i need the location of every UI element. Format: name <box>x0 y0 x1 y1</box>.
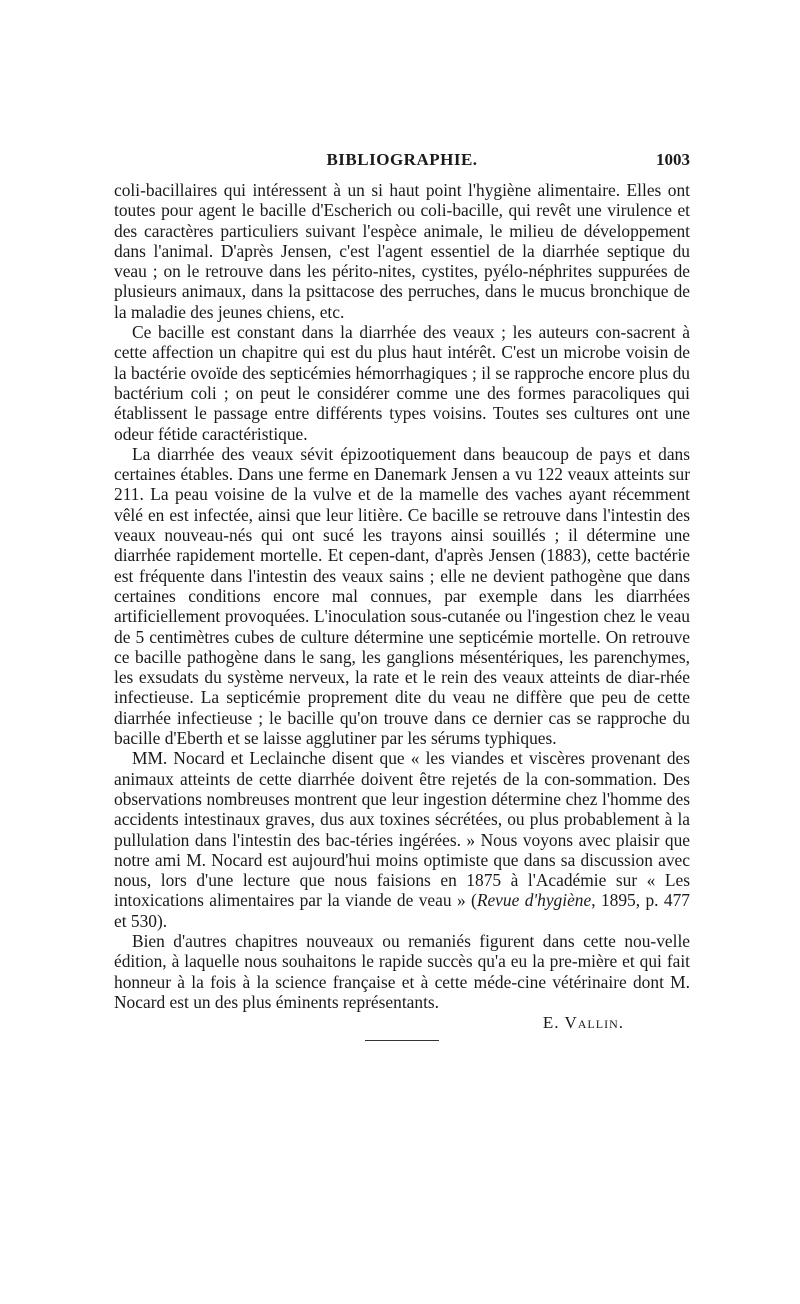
page-header <box>114 150 690 174</box>
paragraph-4-text: MM. Nocard et Leclainche disent que « les viandes et viscères provenant des animaux atteints de cette diarrhée doivent être rejetés de la con-sommation. Des observations nombreuses montrent que leur ingestion détermine chez l'homme des accidents intestinaux graves, dus aux toxines sécrétées, ou plus probablement à la pullulation dans l'intestin des bac-téries ingérées. » Nous voyons avec plaisir que notre ami M. Nocard est aujourd'hui moins optimiste que dans sa discussion avec nous, lors d'une lecture que nous faisions en 1875 à l'Académie sur « Les intoxications alimentaires par la viande de veau » ( <box>114 748 690 911</box>
section-divider <box>365 1040 439 1041</box>
paragraph-2: Ce bacille est constant dans la diarrhée des veaux ; les auteurs con-sacrent à cette affection un chapitre qui est du plus haut intérêt. C'est un microbe voisin de la bactérie ovoïde des septicémies hémorrhagiques ; il se rapproche encore plus du bactérium coli ; on peut le considérer comme une des formes paracoliques qui établissent le passage entre différents types voisins. Toutes ses cultures ont une odeur fétide caractéristique. <box>114 322 690 444</box>
document-page <box>114 150 690 1041</box>
paragraph-4 <box>114 748 690 931</box>
page-number: 1003 <box>656 150 690 169</box>
paragraph-1: coli-bacillaires qui intéressent à un si haut point l'hygiène alimentaire. Elles ont toutes pour agent le bacille d'Escherich ou coli-bacille, qui revêt une virulence et des caractères particuliers suivant l'espèce animale, le milieu de développement dans l'animal. D'après Jensen, c'est l'agent essentiel de la diarrhée septique du veau ; on le retrouve dans les périto-nites, cystites, pyélo-néphrites suppurées de plusieurs animaux, dans la psittacose des perruches, dans le mucus bronchique de la maladie des jeunes chiens, etc. <box>114 180 690 322</box>
paragraph-4-citation: , 1895, p. 477 et 530). <box>114 890 690 931</box>
paragraph-3: La diarrhée des veaux sévit épizootiquement dans beaucoup de pays et dans certaines étables. Dans une ferme en Danemark Jensen a vu 122 veaux atteints sur 211. La peau voisine de la vulve et de la mamelle des vaches ayant récemment vêlé en est infectée, ainsi que leur litière. Ce bacille se retrouve dans l'intestin des veaux nouveau-nés qui ont sucé les trayons ainsi souillés ; il détermine une diarrhée rapidement mortelle. Et cepen-dant, d'après Jensen (1883), cette bactérie est fréquente dans l'intestin des veaux sains ; elle ne devient pathogène que dans certaines conditions encore mal connues, par exemple dans les diarrhées artificiellement provoquées. L'inoculation sous-cutanée ou l'ingestion chez le veau de 5 centimètres cubes de culture détermine une septicémie mortelle. On retrouve ce bacille pathogène dans le sang, les ganglions mésentériques, les parenchymes, les exsudats du système nerveux, la rate et le rein des veaux atteints de diar-rhée infectieuse. La septicémie proprement dite du veau ne diffère que peu de cette diarrhée infectieuse ; le bacille qu'on trouve dans ce dernier cas se rapproche du bacille d'Eberth et se laisse agglutiner par les sérums typhiques. <box>114 443 690 749</box>
paragraph-5: Bien d'autres chapitres nouveaux ou remaniés figurent dans cette nou-velle édition, à laquelle nous souhaitons le rapide succès qu'a eu la pre-mière et qui fait honneur à la fois à la science française et à cette méde-cine vétérinaire dont M. Nocard est un des plus éminents représentants. <box>114 930 690 1012</box>
running-title: BIBLIOGRAPHIE. <box>326 150 478 169</box>
journal-title: Revue d'hygiène <box>476 890 592 911</box>
author-signature: E. Vallin. <box>542 1013 624 1033</box>
body-text <box>114 180 690 1012</box>
